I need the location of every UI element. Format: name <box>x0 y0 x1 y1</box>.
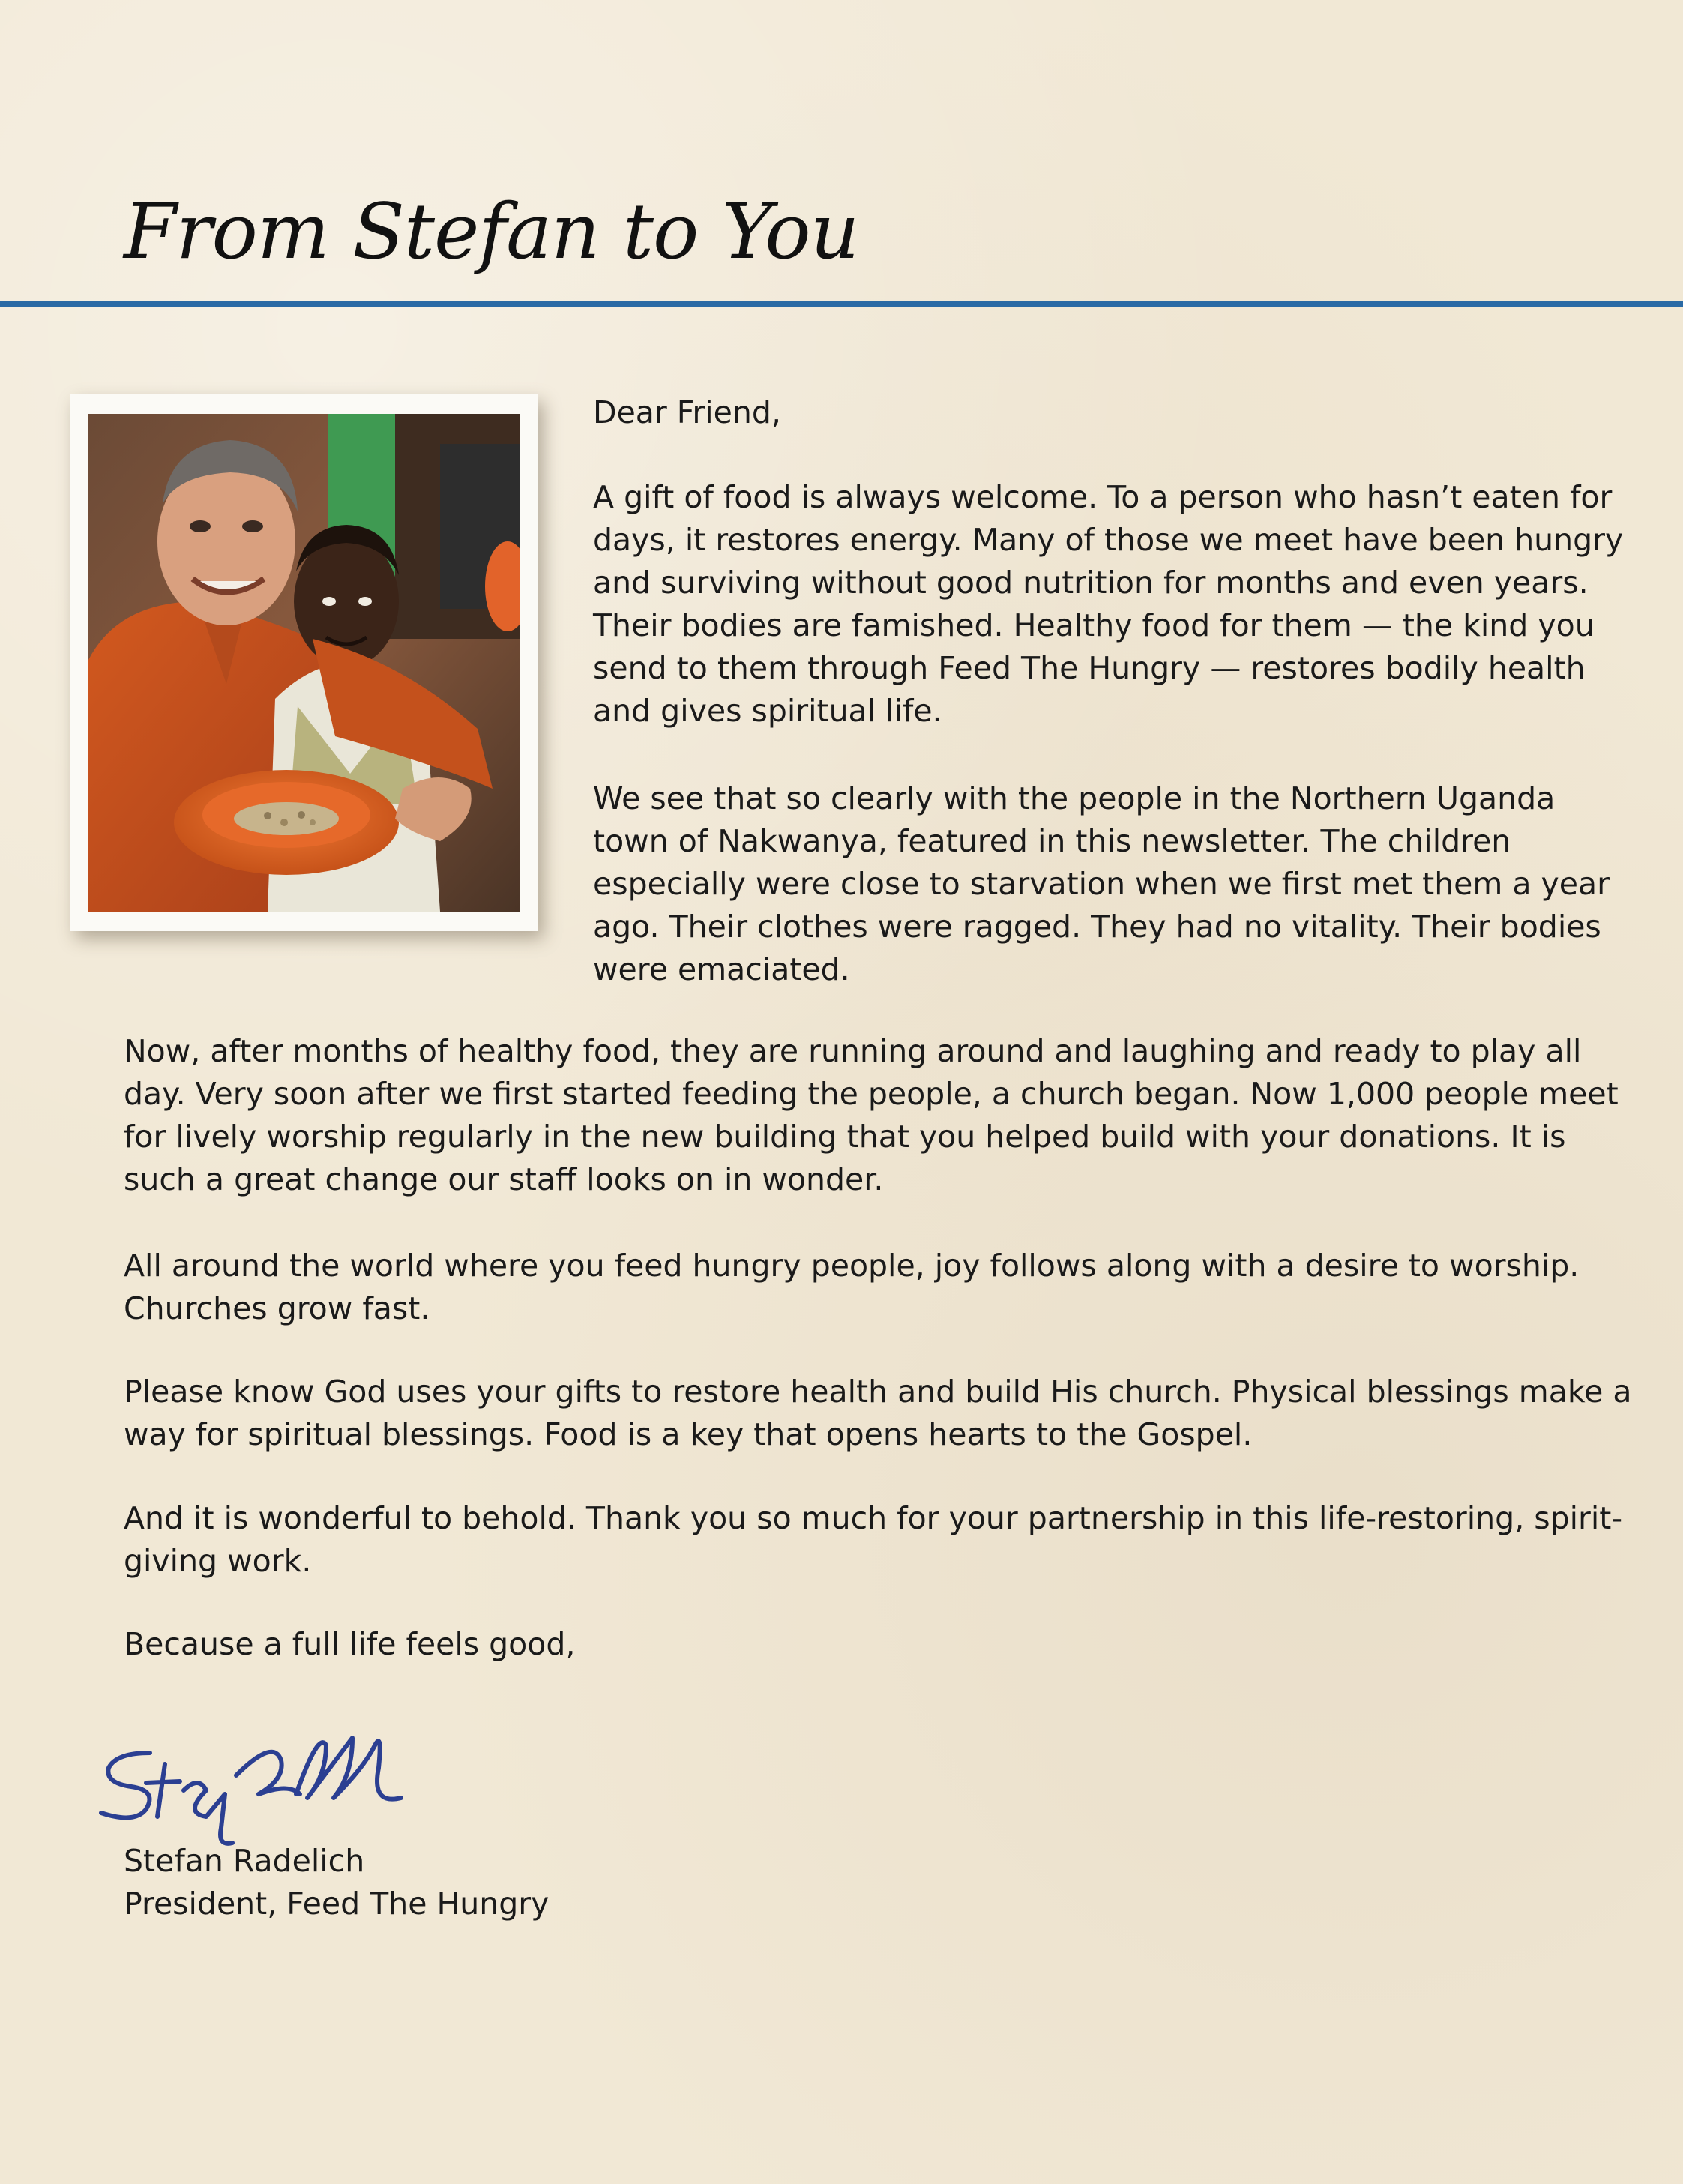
text-line: especially were close to starvation when we first met them a year <box>593 866 1610 902</box>
text-line: and surviving without good nutrition for months and even years. <box>593 565 1589 601</box>
text-line: We see that so clearly with the people in the Northern Uganda <box>593 780 1556 816</box>
text-line: And it is wonderful to behold. Thank you so much for your partnership in this life-restoring, spirit- <box>124 1500 1623 1536</box>
text-line: were emaciated. <box>593 951 850 987</box>
closing: Because a full life feels good, <box>124 1626 576 1662</box>
text-line: day. Very soon after we first started feeding the people, a church began. Now 1,000 people meet <box>124 1076 1619 1112</box>
title-divider <box>0 301 1683 307</box>
text-line: way for spiritual blessings. Food is a key that opens hearts to the Gospel. <box>124 1416 1253 1452</box>
text-line: Now, after months of healthy food, they are running around and laughing and ready to play all <box>124 1033 1582 1069</box>
text-line: days, it restores energy. Many of those we meet have been hungry <box>593 522 1624 558</box>
paragraph-3 <box>124 1030 1619 1201</box>
photo-stefan-with-child <box>88 414 520 912</box>
text-line: All around the world where you feed hungry people, joy follows along with a desire to worship. <box>124 1248 1580 1284</box>
page-title: From Stefan to You <box>124 187 859 277</box>
text-line: for lively worship regularly in the new building that you helped build with your donations. It is <box>124 1119 1566 1155</box>
text-line: A gift of food is always welcome. To a person who hasn’t eaten for <box>593 479 1613 515</box>
text-line: ago. Their clothes were ragged. They had no vitality. Their bodies <box>593 909 1601 945</box>
paragraph-6 <box>124 1497 1622 1583</box>
paragraph-1 <box>593 476 1623 732</box>
greeting: Dear Friend, <box>593 394 781 430</box>
text-line: Their bodies are famished. Healthy food for them — the kind you <box>593 607 1595 643</box>
signer-name: Stefan Radelich <box>124 1843 365 1879</box>
paragraph-2 <box>593 777 1610 991</box>
paragraph-4 <box>124 1245 1579 1330</box>
text-line: Please know God uses your gifts to restore health and build His church. Physical blessings make a <box>124 1374 1632 1410</box>
text-line: Churches grow fast. <box>124 1290 430 1326</box>
photo-frame <box>70 394 538 931</box>
text-line: and gives spiritual life. <box>593 693 942 729</box>
signer-title: President, Feed The Hungry <box>124 1886 550 1922</box>
text-line: giving work. <box>124 1543 312 1579</box>
text-line: such a great change our staff looks on in wonder. <box>124 1161 884 1197</box>
signature-icon <box>94 1723 409 1858</box>
paragraph-5 <box>124 1371 1631 1456</box>
text-line: send to them through Feed The Hungry — restores bodily health <box>593 650 1586 686</box>
text-line: town of Nakwanya, featured in this newsletter. The children <box>593 823 1511 859</box>
